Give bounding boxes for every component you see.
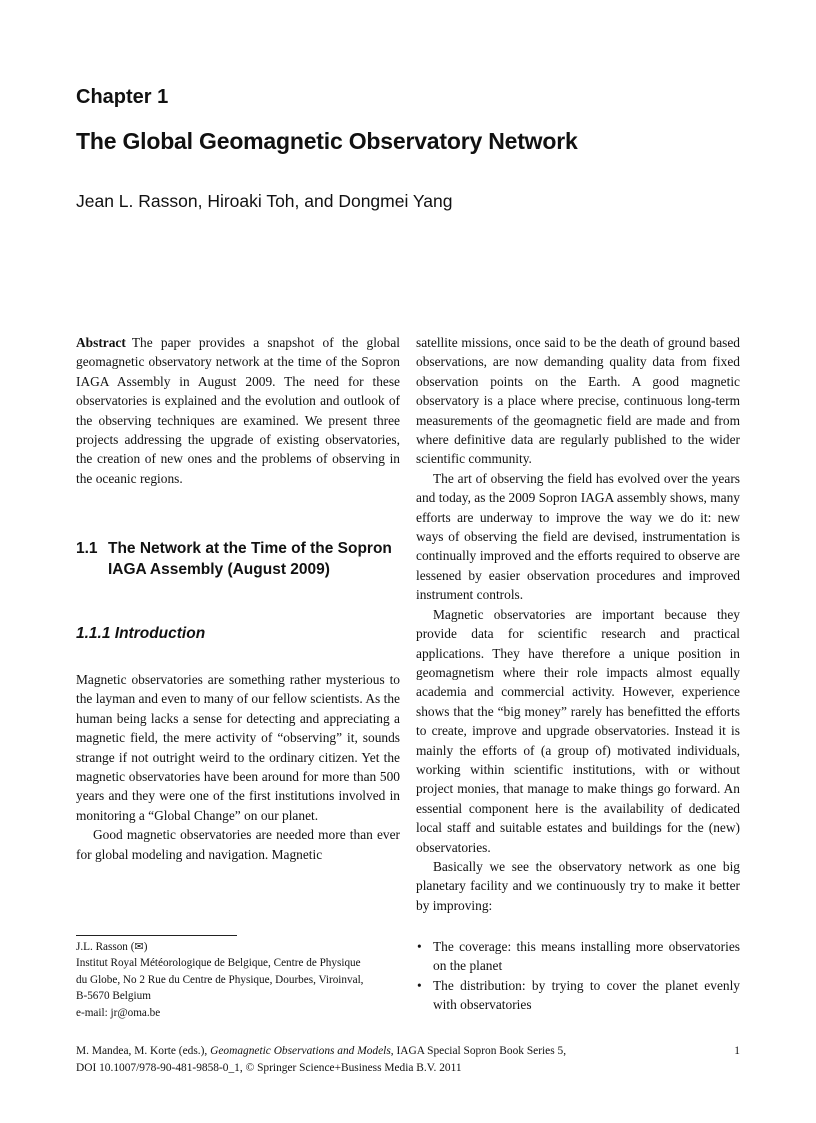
bullet-list [416,937,740,1015]
footnote-line: B-5670 Belgium [76,990,151,1003]
paragraph: satellite missions, once said to be the death of ground based observations, are now demanding quality data from fixed observation points on the Earth. A good magnetic observatory is a place where precise, continuous long-term measurements of the geomagnetic field are made and from where definitive data are regularly published to the wider scientific community. [416,335,740,467]
right-column [416,333,740,915]
footer-book-title: Geomagnetic Observations and Models [210,1045,391,1057]
paragraph: Basically we see the observatory network as one big planetary facility and we continuously try to make it better by improving: [416,858,740,913]
footnote-rule [76,935,237,936]
footnote-line: Institut Royal Météorologique de Belgique, Centre de Physique [76,957,361,970]
abstract-text: The paper provides a snapshot of the global geomagnetic observatory network at the time of the Sopron IAGA Assembly in August 2009. The need for these observatories is explained and the evolution and outlook of the observing techniques are examined. We present three projects addressing the upgrade of existing observatories, the creation of new ones and the problems of observing in the oceanic regions. [76,335,400,486]
authors: Jean L. Rasson, Hiroaki Toh, and Dongmei Yang [76,191,453,211]
footer-editors: M. Mandea, M. Korte (eds.), [76,1045,211,1057]
abstract-label: Abstract [76,335,126,350]
footnote-line: du Globe, No 2 Rue du Centre de Physique, Dourbes, Viroinval, [76,973,364,986]
bullet-icon: • [417,977,422,993]
footnote-line: e-mail: jr@oma.be [76,1006,161,1019]
footer-series: , IAGA Special Sopron Book Series 5, [390,1045,567,1057]
page-footer [76,1043,740,1076]
citation-line [76,1043,740,1060]
bullet-icon: • [417,939,422,954]
abstract [76,333,400,488]
section-number: 1.1 [76,540,98,557]
footnote [76,939,406,1021]
chapter-label: Chapter 1 [76,86,169,108]
page-number: 1 [734,1045,740,1057]
section-title: The Network at the Time of the Sopron IAGA Assembly (August 2009) [108,540,392,578]
subsection-heading: 1.1.1 Introduction [76,625,206,642]
paragraph: Good magnetic observatories are needed more than ever for global modeling and navigation. Magnetic [76,827,400,862]
list-item [416,976,740,1015]
intro-body [76,670,400,864]
list-item-text: The coverage: this means installing more observatories on the planet [433,939,740,974]
list-item [416,937,740,976]
section-heading [76,538,396,580]
paragraph: Magnetic observatories are important because they provide data for scientific research and practical applications. They have therefore a unique position in geomagnetism where their role impacts almost equally academia and commercial activity. However, experience shows that the “big money” rarely has benefitted the efforts to create, improve and upgrade observatories. Instead it is mainly the efforts of (a group of) motivated individuals, working within scientific institutions, with or without project monies, that manage to make things go forward. An essential component here is the availability of dedicated local staff and suitable estates and buildings for the (new) observatories. [416,606,740,855]
paragraph: The art of observing the field has evolved over the years and today, as the 2009 Sopron IAGA assembly shows, many efforts are underway to improve the way we do it: new ways of observing the field are devised, instrumentation is continually improved and the efforts required to observe are lessened by easier observation procedures and improved instrument controls. [416,470,740,603]
list-item-text: The distribution: by trying to cover the planet evenly with observatories [433,977,740,1013]
paragraph: Magnetic observatories are something rather mysterious to the layman and even to many of our fellow scientists. As the human being lacks a sense for detecting and appreciating a magnetic field, the mere activity of “observing” it, sounds strange if not outright weird to the ordinary citizen. Yet the magnetic observatories have been around for more than 500 years and they were one of the first institutions involved in monitoring a “Global Change” on our planet. [76,672,400,823]
chapter-title: The Global Geomagnetic Observatory Network [76,128,578,154]
doi-line: DOI 10.1007/978-90-481-9858-0_1, © Springer Science+Business Media B.V. 2011 [76,1061,462,1074]
footnote-line: J.L. Rasson (✉) [76,941,148,953]
